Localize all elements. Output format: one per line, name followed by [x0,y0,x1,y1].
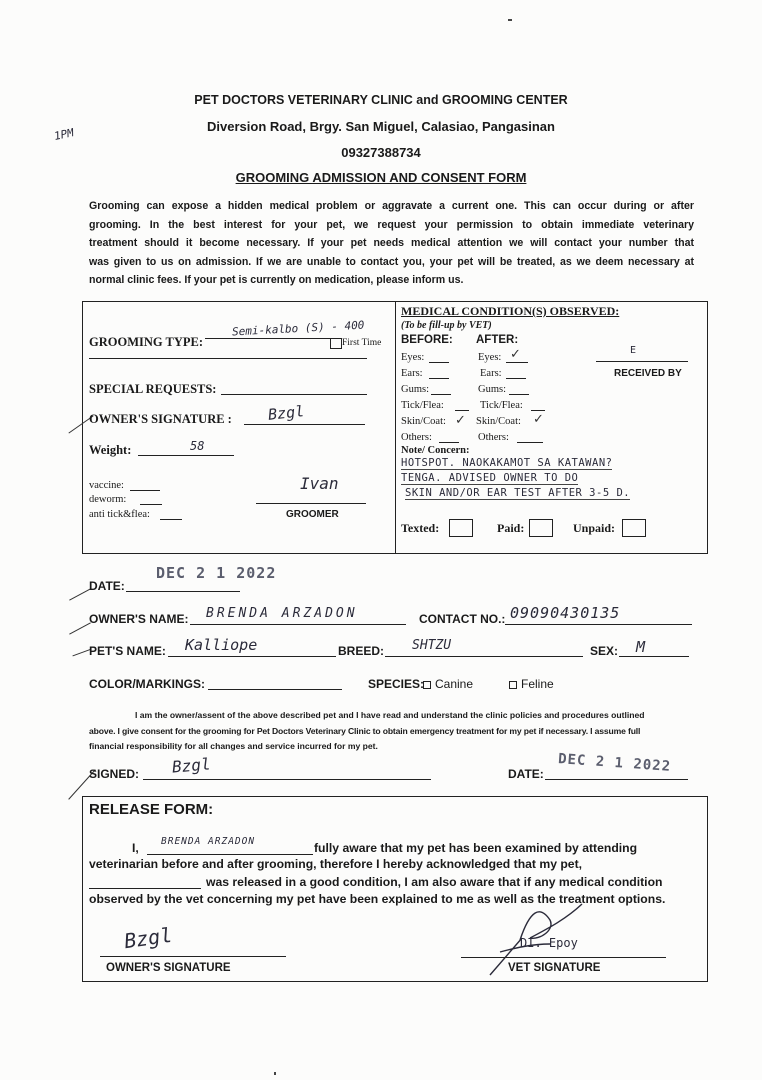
paid-checkbox[interactable] [529,519,553,537]
received-by-label: RECEIVED BY [614,368,682,379]
release-box [82,796,708,982]
release-text [89,825,686,855]
date-stamp[interactable]: DEC 2 1 2022 [156,564,277,582]
breed-value[interactable]: SHTZU [412,638,452,653]
before-others: Others: [401,432,432,443]
groomer-line [256,503,366,504]
texted-checkbox[interactable] [449,519,473,537]
after-eyes-field[interactable] [506,362,528,363]
vaccine-label: vaccine: [89,480,124,491]
color-label: COLOR/MARKINGS: [89,677,205,691]
signed-value: Bzgl [171,754,212,777]
texted-label: Texted: [401,521,440,535]
canine-checkbox[interactable] [423,681,431,689]
before-skincoat-check-icon: ✓ [455,412,466,427]
signed-line [143,779,431,780]
after-eyes: Eyes: [478,352,502,363]
release-line-2: veterinarian before and after grooming, therefore I hereby acknowledged that my pet, [89,857,583,871]
antitick-label: anti tick&flea: [89,509,150,520]
before-ears-field[interactable] [429,378,449,379]
paid-label: Paid: [497,521,525,535]
release-line1-rest: fully aware that my pet has been examined by attending [314,841,638,855]
vet-sig-label: VET SIGNATURE [508,962,601,974]
special-requests-field[interactable] [221,394,367,395]
owner-name-value[interactable]: BRENDA ARZADON [206,606,358,621]
before-tickflea-field[interactable] [455,410,469,411]
before-eyes: Eyes: [401,352,425,363]
medical-title: MEDICAL CONDITION(S) OBSERVED: [401,304,620,318]
after-ears: Ears: [480,368,502,379]
deworm-label: deworm: [89,494,127,505]
deworm-field[interactable] [140,504,162,505]
special-requests-label: SPECIAL REQUESTS: [89,382,217,396]
date-label: DATE: [89,579,125,593]
note-area[interactable] [399,457,697,505]
date-line [126,591,240,592]
intro-line: treatment should it become necessary. If your pet needs medical attention we will contact your number that [89,237,694,250]
scan-speck [274,1072,276,1075]
note-line: HOTSPOT. NAOKAKAMOT SA KATAWAN? [401,457,613,469]
consent-line: I am the owner/assent of the above described pet and I have read and understand the clinic policies and procedures outlined [135,710,645,720]
owner-signature-line [244,424,365,425]
signed-date-line [545,779,688,780]
vet-signature-name: DI. Epoy [520,936,578,950]
grooming-extra-line [89,358,367,359]
grooming-type-label: GROOMING TYPE: [89,335,204,349]
intro-line: Grooming can expose a hidden medical problem or aggravate a current one. This can occur during or after [89,200,694,212]
contact-value[interactable]: 09090430135 [510,604,621,622]
before-ears: Ears: [401,368,423,379]
release-owner-signature: Bzgl [122,922,174,954]
clinic-phone: 09327388734 [341,145,421,160]
owner-signature-label: OWNER'S SIGNATURE : [89,412,232,426]
color-field[interactable] [208,689,342,690]
sex-line [619,656,689,657]
breed-label: BREED: [338,644,385,658]
after-skincoat: Skin/Coat: [476,416,521,427]
feline-option[interactable] [509,677,554,691]
consent-paragraph [89,708,694,755]
release-pet-line[interactable] [89,888,201,889]
after-tickflea: Tick/Flea: [480,400,523,411]
release-title: RELEASE FORM: [89,801,214,818]
owner-name-line [190,624,406,625]
before-label: BEFORE: [401,334,453,346]
received-initial: E [630,345,637,356]
release-i-label: I, [132,841,139,855]
signed-label: SIGNED: [89,767,140,781]
release-owner-line [147,854,313,855]
feline-label: Feline [521,677,554,691]
medical-subtitle: (To be fill-up by VET) [401,320,492,331]
clinic-address: Diversion Road, Brgy. San Miguel, Calasiao, Pangasinan [207,119,555,134]
first-time-label: First Time [342,338,382,348]
release-owner-sig-label: OWNER'S SIGNATURE [106,962,231,974]
release-owner-value[interactable]: BRENDA ARZADON [161,836,256,847]
signed-date-stamp[interactable]: DEC 2 1 2022 [557,751,672,775]
after-ears-field[interactable] [506,378,526,379]
signed-date-label: DATE: [508,767,544,781]
consent-line: above. I give consent for the grooming for Pet Doctors Veterinary Clinic to obtain emergency treatment for my pet if necessary. I assume full [89,725,641,736]
box-divider [395,301,396,553]
sex-value[interactable]: M [636,638,646,656]
after-others-field[interactable] [517,442,543,443]
scan-speck [508,19,512,21]
after-others: Others: [478,432,509,443]
sex-label: SEX: [590,644,619,658]
clinic-name: PET DOCTORS VETERINARY CLINIC and GROOMING CENTER [194,93,568,107]
received-by-line [596,361,688,362]
grooming-type-value[interactable]: Semi-kalbo (S) - 400 [231,318,365,339]
consent-line: financial responsibility for all changes and service incurred for my pet. [89,741,378,752]
antitick-field[interactable] [160,519,182,520]
first-time-checkbox[interactable] [330,338,342,349]
after-eyes-check-icon: ✓ [510,346,521,361]
release-line-4: observed by the vet concerning my pet have been explained to me as well as the treatment options. [89,892,666,906]
before-gums-field[interactable] [431,394,451,395]
pet-name-label: PET'S NAME: [89,644,166,658]
weight-line [138,455,234,456]
weight-value[interactable]: 58 [190,439,205,453]
contact-line [505,624,692,625]
unpaid-label: Unpaid: [573,521,616,535]
note-line: TENGA. ADVISED OWNER TO DO [401,472,579,484]
feline-checkbox[interactable] [509,681,517,689]
canine-label: Canine [435,677,474,691]
before-eyes-field[interactable] [429,362,449,363]
owner-signature-value: Bzgl [267,402,305,424]
after-skincoat-check-icon: ✓ [533,411,544,426]
unpaid-checkbox[interactable] [622,519,646,537]
after-label: AFTER: [476,334,519,346]
intro-line: was given to us on admission. If we are unable to contact you, your pet will be treated, as we deem necessary at [89,255,694,268]
before-others-field[interactable] [439,442,459,443]
contact-label: CONTACT NO.: [419,612,506,626]
intro-line: normal clinic fees. If your pet is currently on medication, please inform us. [89,274,464,287]
intro-paragraph [89,197,694,290]
groomer-label: GROOMER [286,509,339,520]
pet-name-line [168,656,336,657]
after-gums-field[interactable] [509,394,529,395]
after-gums: Gums: [478,384,507,395]
note-label: Note/ Concern: [401,445,470,456]
tick-mark [69,588,91,600]
before-skincoat: Skin/Coat: [401,416,446,427]
before-tickflea: Tick/Flea: [401,400,444,411]
pet-name-value[interactable]: Kalliope [185,636,258,654]
note-line: SKIN AND/OR EAR TEST AFTER 3-5 D. [405,487,631,499]
weight-label: Weight: [89,443,132,457]
form-title: GROOMING ADMISSION AND CONSENT FORM [235,170,527,185]
species-label: SPECIES: [368,677,425,691]
tick-mark [69,622,91,634]
release-line-1 [89,825,686,855]
owner-name-label: OWNER'S NAME: [89,612,189,626]
vet-sig-line [461,957,666,958]
groomer-value: Ivan [300,474,339,493]
grooming-type-line [205,338,331,339]
breed-line [385,656,583,657]
intro-line: grooming. In the best interest for your pet, we request your permission to obtain immediate veterinary [89,218,694,231]
vaccine-field[interactable] [130,490,160,491]
canine-option[interactable] [423,677,473,691]
release-line-3: was released in a good condition, I am also aware that if any medical condition [206,875,663,889]
before-gums: Gums: [401,384,430,395]
release-owner-sig-line [100,956,286,957]
margin-note: 1PM [52,126,76,143]
